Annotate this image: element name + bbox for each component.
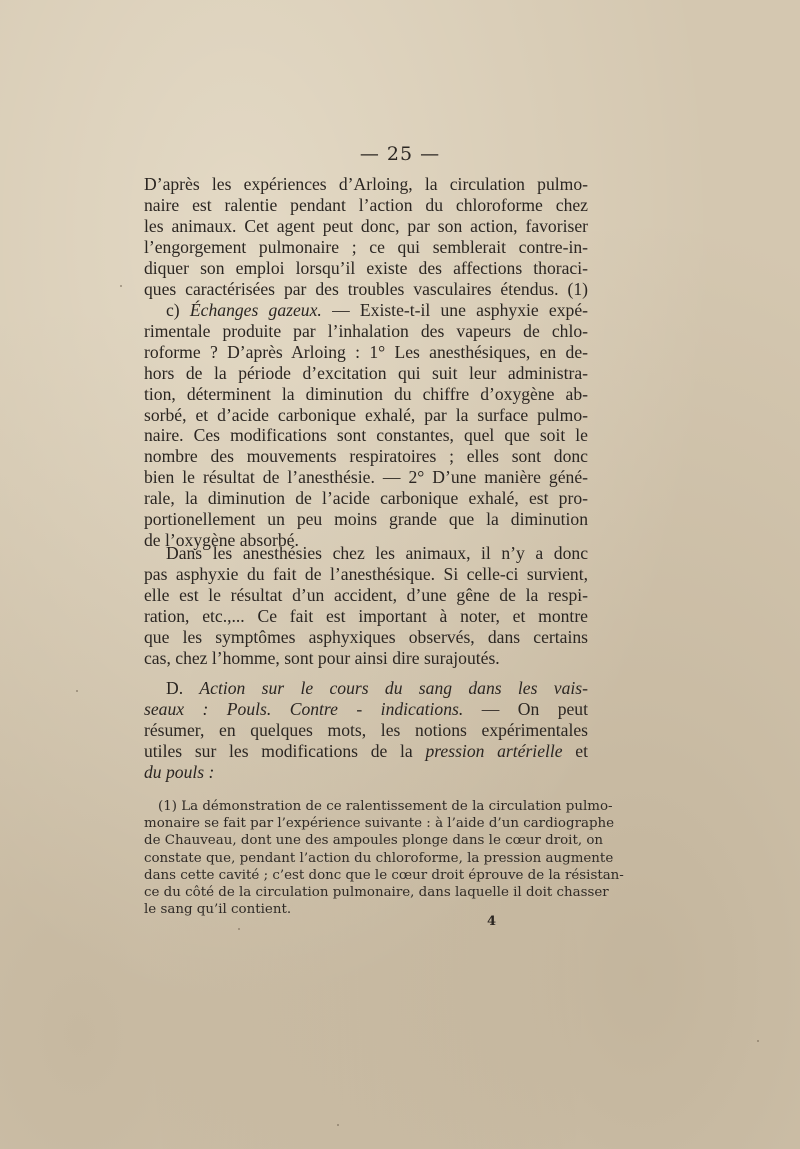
text-line: utiles sur les modifications de la pression artérielle et [144, 740, 588, 761]
text-line: portionellement un peu moins grande que la diminution [144, 509, 588, 530]
section-d [144, 678, 588, 783]
text-line: rale, la diminution de l’acide carbonique exhalé, est pro- [144, 488, 588, 509]
footnote-line: dans cette cavité ; c’est donc que le cœur droit éprouve de la résistan- [144, 867, 624, 883]
text-line: naire est ralentie pendant l’action du chloroforme chez [144, 194, 588, 215]
footnote-line: monaire se fait par l’expérience suivante : à l’aide d’un cardiographe [144, 816, 615, 832]
footnote-line: (1) La démonstration de ce ralentissement de la circulation pulmo- [158, 799, 613, 814]
footnote-line: de Chauveau, dont une des ampoules plonge dans le cœur droit, on [144, 833, 604, 849]
text-line: résumer, en quelques mots, les notions expérimentales [144, 719, 588, 740]
paper-speck [120, 285, 122, 287]
text-line: ques caractérisées par des troubles vasculaires étendus. (1) [144, 278, 588, 299]
paper-speck [757, 1040, 759, 1042]
signature-mark: 4 [487, 914, 497, 929]
text-line: bien le résultat de l’anesthésie. — 2° D’une manière géné- [144, 467, 588, 488]
footnote [144, 798, 624, 918]
paragraph-circulation [144, 174, 588, 299]
text-line: Dans les anesthésies chez les animaux, il n’y a donc [166, 543, 588, 563]
section-letter: D. [166, 678, 200, 698]
text-line: l’engorgement pulmonaire ; ce qui semblerait contre-in- [144, 236, 588, 257]
paragraph-echanges-gazeux [144, 300, 588, 551]
footnote-line: le sang qu’il contient. [144, 902, 292, 918]
text-line: naire. Ces modifications sont constantes, quel que soit le [144, 425, 588, 446]
section-letter: c) [166, 300, 190, 320]
text-line [144, 678, 588, 699]
text-line: c) Échanges gazeux. — Existe-t-il une asphyxie expé- [166, 300, 588, 320]
text-line: D’après les expériences d’Arloing, la circulation pulmo- [144, 174, 588, 194]
text-line: elle est le résultat d’un accident, d’une gêne de la respi- [144, 584, 588, 605]
text-line: hors de la période d’excitation qui suit leur administra- [144, 362, 588, 383]
text-line: cas, chez l’homme, sont pour ainsi dire surajoutés. [144, 647, 500, 668]
text-line: seaux : Pouls. Contre - indications. — On peut [144, 698, 588, 719]
page-number: — 25 — [359, 143, 441, 165]
text-line: nombre des mouvements respiratoires ; elles sont donc [144, 446, 588, 467]
section-heading: Échanges gazeux. [189, 300, 322, 320]
paper-speck [337, 1124, 339, 1126]
footnote-line: constate que, pendant l’action du chloroforme, la pression augmente [144, 850, 614, 866]
text-line: les animaux. Cet agent peut donc, par son action, favoriser [144, 215, 588, 236]
text-line: sorbé, et d’acide carbonique exhalé, par la surface pulmo- [144, 404, 588, 425]
text-line: du pouls : [144, 761, 215, 782]
paragraph-asphyxie [144, 543, 588, 668]
text-line: diquer son emploi lorsqu’il existe des affections thoraci- [144, 257, 588, 278]
text-line: tion, déterminent la diminution du chiffre d’oxygène ab- [144, 383, 588, 404]
text-line: de l’oxygène absorbé. [144, 529, 299, 550]
paper-speck [76, 690, 78, 692]
paper-speck [238, 928, 240, 930]
text-line: roforme ? D’après Arloing : 1° Les anesthésiques, en de- [144, 341, 588, 362]
text-line: ration, etc.,... Ce fait est important à noter, et montre [144, 605, 588, 626]
text-line: que les symptômes asphyxiques observés, dans certains [144, 626, 588, 647]
footnote-line: ce du côté de la circulation pulmonaire, dans laquelle il doit chasser [144, 885, 609, 901]
text-line: pas asphyxie du fait de l’anesthésique. Si celle-ci survient, [144, 563, 588, 584]
section-heading: Action sur le cours du sang dans les vais- [199, 678, 588, 698]
text-line: rimentale produite par l’inhalation des vapeurs de chlo- [144, 320, 588, 341]
